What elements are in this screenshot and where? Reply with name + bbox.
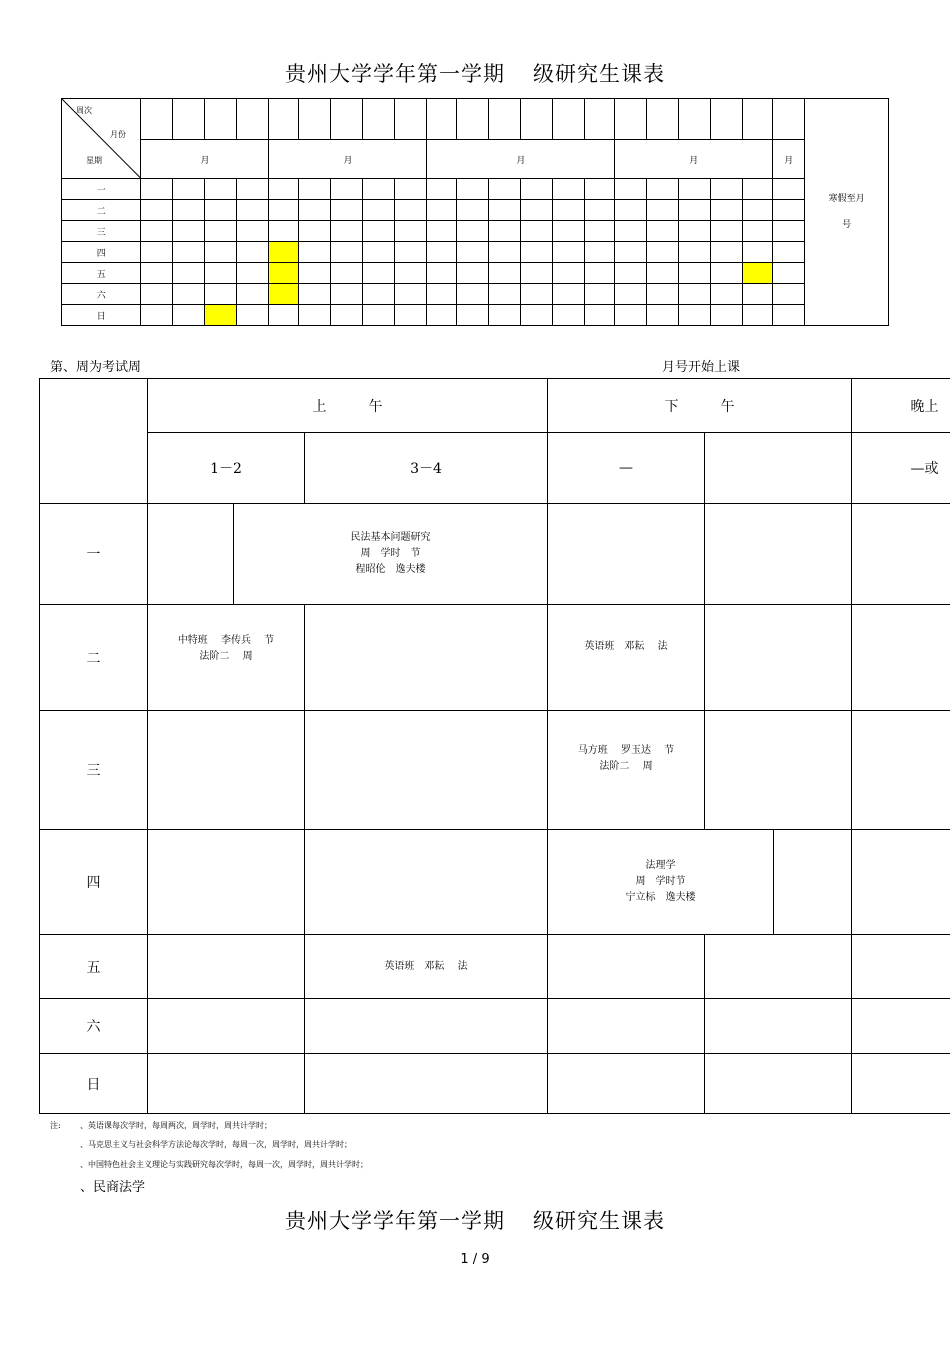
class-start-note: 月号开始上课	[662, 360, 741, 375]
weekday-label: 六	[62, 284, 141, 305]
next-page-title: 贵州大学学年第一学期 级研究生课表	[285, 1209, 665, 1233]
weekday-label: 三	[62, 221, 141, 242]
weekday-label: 五	[62, 263, 141, 284]
empty-slot	[148, 711, 305, 830]
note-item: 、英语课每次学时，每周两次，周学时，周共计学时；	[80, 1121, 272, 1130]
afternoon-period-1: —	[548, 433, 705, 504]
weekly-schedule-table	[39, 378, 950, 1114]
exam-week-note: 第、周为考试周	[50, 360, 142, 375]
note-item-last: 、民商法学	[80, 1180, 146, 1195]
highlighted-day	[269, 263, 299, 284]
afternoon-header: 下 午	[548, 379, 852, 433]
highlighted-day	[269, 284, 299, 305]
month-label: 月	[141, 140, 269, 179]
empty-slot	[852, 1054, 950, 1114]
note-item: 、中国特色社会主义理论与实践研究每次学时，每周一次，周学时，周共计学时；	[80, 1160, 368, 1169]
course-english: 英语班 邓耘 法	[548, 605, 705, 711]
schedule-corner	[40, 379, 148, 504]
empty-slot	[305, 605, 548, 711]
empty-slot	[305, 830, 548, 935]
course-civil-law: 民法基本问题研究 周 学时 节 程昭伦 逸夫楼	[234, 504, 548, 605]
empty-slot	[852, 999, 950, 1054]
empty-slot	[852, 504, 950, 605]
notes-label: 注:	[50, 1121, 61, 1130]
empty-slot	[852, 935, 950, 999]
weekday-label: 一	[62, 179, 141, 200]
empty-slot	[852, 711, 950, 830]
month-label: 月	[427, 140, 615, 179]
morning-header: 上 午	[148, 379, 548, 433]
day-label: 日	[40, 1054, 148, 1114]
weekday-label: 四	[62, 242, 141, 263]
empty-slot	[305, 999, 548, 1054]
empty-slot	[852, 605, 950, 711]
period-3-4: 3－4	[305, 433, 548, 504]
empty-slot	[305, 711, 548, 830]
day-label: 二	[40, 605, 148, 711]
corner-week-label: 周次	[76, 106, 92, 115]
winter-break-note: 寒假至月 号	[805, 99, 889, 326]
course-english: 英语班 邓耘 法	[305, 935, 548, 999]
empty-slot	[852, 830, 950, 935]
day-label: 一	[40, 504, 148, 605]
course-cs-class: 中特班 李传兵 节 法阶二 周	[148, 605, 305, 711]
empty-slot	[548, 1054, 705, 1114]
note-item: 、马克思主义与社会科学方法论每次学时，每周一次，周学时，周共计学时；	[80, 1140, 352, 1149]
course-jurisprudence: 法理学 周 学时节 宁立标 逸夫楼	[548, 830, 774, 935]
empty-slot	[705, 504, 852, 605]
day-label: 四	[40, 830, 148, 935]
evening-header: 晚上	[852, 379, 950, 433]
empty-slot	[305, 1054, 548, 1114]
corner-month-label: 月份	[110, 130, 126, 139]
empty-slot	[148, 1054, 305, 1114]
empty-slot	[705, 711, 852, 830]
empty-slot	[774, 830, 852, 935]
day-label: 六	[40, 999, 148, 1054]
course-marxism: 马方班 罗玉达 节 法阶二 周	[548, 711, 705, 830]
page-number: 1 / 9	[460, 1252, 490, 1267]
empty-slot	[148, 504, 234, 605]
empty-slot	[548, 504, 705, 605]
empty-slot	[148, 935, 305, 999]
highlighted-day	[743, 263, 773, 284]
month-label: 月	[773, 140, 805, 179]
empty-slot	[148, 999, 305, 1054]
corner-weekday-label: 星期	[86, 156, 102, 165]
highlighted-day	[205, 305, 237, 326]
empty-slot	[705, 605, 852, 711]
empty-slot	[705, 935, 852, 999]
month-label: 月	[615, 140, 773, 179]
calendar-corner-header	[62, 99, 141, 179]
period-1-2: 1－2	[148, 433, 305, 504]
weekday-label: 二	[62, 200, 141, 221]
highlighted-day	[269, 242, 299, 263]
empty-slot	[548, 999, 705, 1054]
evening-period: —或	[852, 433, 950, 504]
day-label: 五	[40, 935, 148, 999]
month-label: 月	[269, 140, 427, 179]
afternoon-period-2	[705, 433, 852, 504]
semester-calendar	[61, 98, 889, 326]
day-label: 三	[40, 711, 148, 830]
empty-slot	[148, 830, 305, 935]
weekday-label: 日	[62, 305, 141, 326]
empty-slot	[548, 935, 705, 999]
empty-slot	[705, 999, 852, 1054]
empty-slot	[705, 1054, 852, 1114]
page-title: 贵州大学学年第一学期 级研究生课表	[285, 62, 665, 86]
